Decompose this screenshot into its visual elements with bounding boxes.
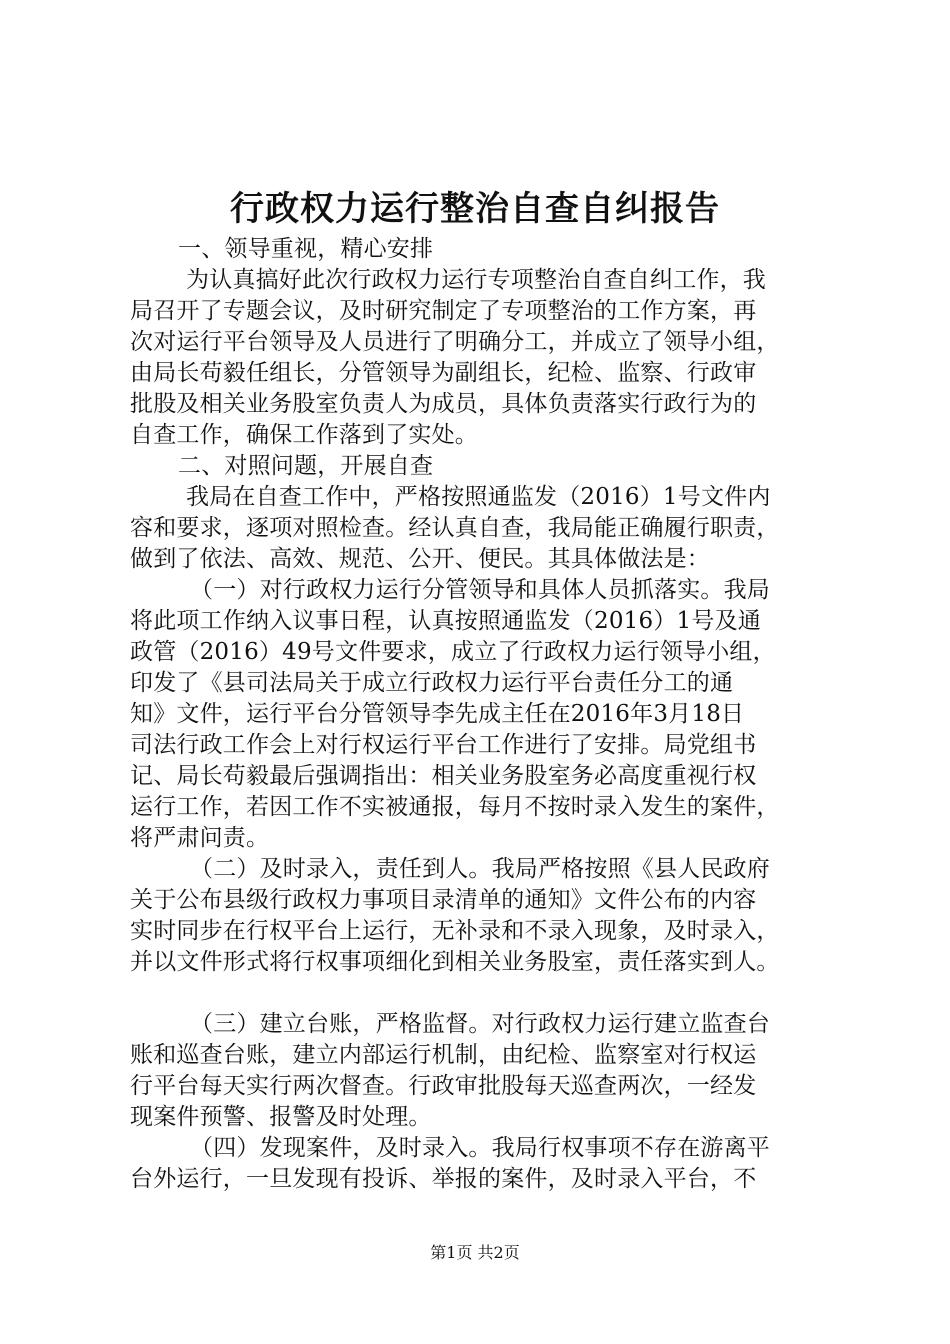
paragraph-line: （四）发现案件，及时录入。我局行权事项不存在游离平 [190, 1135, 770, 1161]
blank-line [130, 978, 830, 1009]
paragraph-line: 并以文件形式将行权事项细化到相关业务股室，责任落实到人。 [130, 949, 780, 975]
paragraph-line: 实时同步在行权平台上运行，无补录和不录入现象，及时录入， [130, 918, 780, 944]
paragraph-line: 批股及相关业务股室负责人为成员，具体负责落实行政行为的 [130, 391, 757, 417]
document-title: 行政权力运行整治自查自纠报告 [230, 189, 720, 229]
paragraph-line: 我局在自查工作中，严格按照通监发（2016）1号文件内 [186, 484, 771, 510]
paragraph-line: 将此项工作纳入议事日程，认真按照通监发（2016）1号及通 [130, 608, 761, 634]
paragraph-line: （三）建立台账，严格监督。对行政权力运行建立监查台 [190, 1011, 770, 1037]
paragraph-line: 司法行政工作会上对行权运行平台工作进行了安排。局党组书 [130, 732, 757, 758]
section-heading-2: 二、对照问题，开展自查 [178, 453, 434, 479]
paragraph-line: 关于公布县级行政权力事项目录清单的通知》文件公布的内容 [130, 887, 757, 913]
paragraph-line: 台外运行，一旦发现有投诉、举报的案件，及时录入平台，不 [130, 1166, 757, 1192]
page-footer: 第1页 共2页 [430, 1243, 520, 1262]
paragraph-line: 由局长苟毅任组长，分管领导为副组长，纪检、监察、行政审 [130, 360, 757, 386]
paragraph-line: 记、局长苟毅最后强调指出：相关业务股室务必高度重视行权 [130, 763, 757, 789]
paragraph-line: 将严肃问责。 [130, 825, 270, 851]
paragraph-line: 知》文件，运行平台分管领导李先成主任在2016年3月18日 [130, 701, 745, 727]
paragraph-line: 做到了依法、高效、规范、公开、便民。其具体做法是： [130, 546, 710, 572]
paragraph-line: 政管（2016）49号文件要求，成立了行政权力运行领导小组， [130, 639, 776, 665]
document-body [130, 234, 830, 1195]
paragraph-line: 账和巡查台账，建立内部运行机制，由纪检、监察室对行权运 [130, 1042, 757, 1068]
paragraph-line: 次对运行平台领导及人员进行了明确分工，并成立了领导小组， [130, 329, 780, 355]
section-heading-1: 一、领导重视，精心安排 [178, 236, 434, 262]
paragraph-line: 自查工作，确保工作落到了实处。 [130, 422, 478, 448]
paragraph-line: 容和要求，逐项对照检查。经认真自查，我局能正确履行职责， [130, 515, 780, 541]
paragraph-line: （一）对行政权力运行分管领导和具体人员抓落实。我局 [190, 577, 770, 603]
paragraph-line: 运行工作，若因工作不实被通报，每月不按时录入发生的案件， [130, 794, 780, 820]
paragraph-line: 为认真搞好此次行政权力运行专项整治自查自纠工作，我 [186, 267, 766, 293]
paragraph-line: 印发了《县司法局关于成立行政权力运行平台责任分工的通 [130, 670, 734, 696]
paragraph-line: 局召开了专题会议，及时研究制定了专项整治的工作方案，再 [130, 298, 757, 324]
paragraph-line: （二）及时录入，责任到人。我局严格按照《县人民政府 [190, 856, 770, 882]
paragraph-line: 行平台每天实行两次督查。行政审批股每天巡查两次，一经发 [130, 1073, 757, 1099]
paragraph-line: 现案件预警、报警及时处理。 [130, 1104, 432, 1130]
